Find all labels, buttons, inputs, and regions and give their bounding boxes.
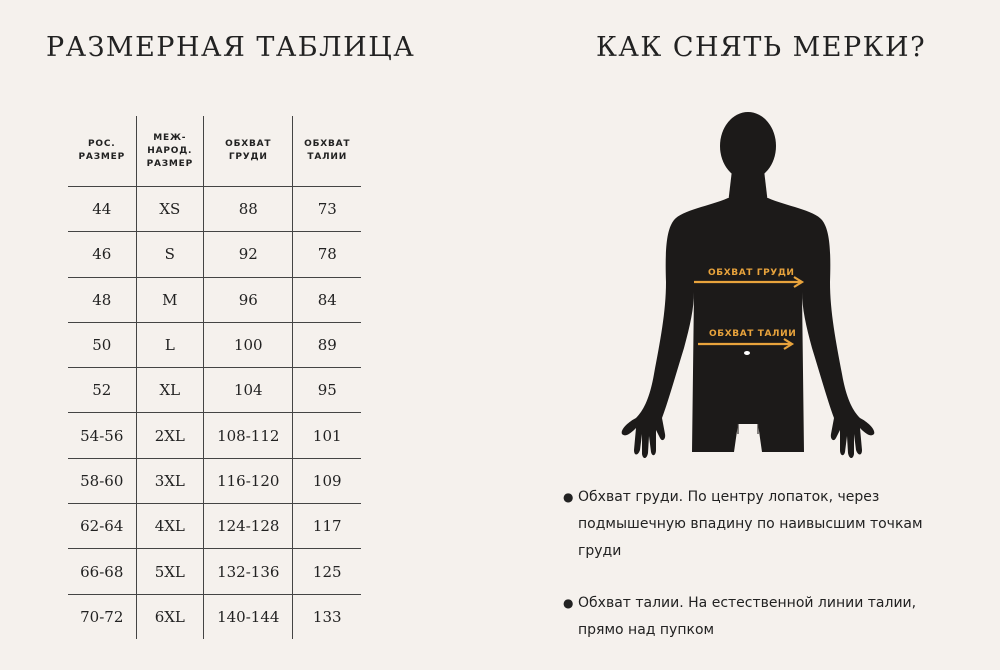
cell-ru-size: 50 [92,336,112,355]
header-chest [203,116,292,186]
header-chest-text: ОБХВАТ ГРУДИ [225,139,272,162]
header-waist [292,116,361,186]
silhouette-shape [622,112,875,458]
body-silhouette [610,112,890,467]
table-header [68,116,361,186]
shorts-line [738,424,758,434]
cell-intl-size: 3XL [136,459,204,503]
header-intl-size [136,116,204,186]
size-table-title: РАЗМЕРНАЯ ТАБЛИЦА [46,32,416,63]
table-row [68,594,361,639]
header-waist-text: ОБХВАТ ТАЛИИ [304,139,351,162]
cell-ru-size: 52 [92,381,112,400]
cell-chest: 132-136 [203,549,292,593]
cell-waist: 133 [292,595,361,639]
cell-waist: 101 [292,413,361,457]
measure-guide-title: КАК СНЯТЬ МЕРКИ? [596,32,927,63]
cell-waist: 89 [292,323,361,367]
cell-ru-size: 66-68 [80,562,124,581]
cell-intl-size: XL [136,368,204,412]
cell-intl-size: S [136,232,204,276]
table-row [68,548,361,593]
note-chest-text: Обхват груди. По центру лопаток, через подмышечную впадину по наивысшим точкам груди [578,489,923,559]
cell-waist: 95 [292,368,361,412]
cell-intl-size: XS [136,187,204,231]
cell-chest: 104 [203,368,292,412]
cell-intl-size: 4XL [136,504,204,548]
cell-chest: 100 [203,323,292,367]
cell-chest: 108-112 [203,413,292,457]
table-row [68,277,361,322]
cell-waist: 84 [292,278,361,322]
cell-ru-size: 58-60 [80,471,124,490]
torso-shape [622,198,875,458]
cell-chest: 124-128 [203,504,292,548]
cell-chest: 140-144 [203,595,292,639]
bullet-icon: ● [563,596,574,610]
cell-chest: 96 [203,278,292,322]
table-row [68,231,361,276]
cell-ru-size: 70-72 [80,607,124,626]
header-intl-size-text: МЕЖ- НАРОД. РАЗМЕР [146,132,194,169]
navel-mark [744,351,750,355]
table-row [68,322,361,367]
table-row [68,186,361,231]
cell-intl-size: M [136,278,204,322]
bullet-icon: ● [563,490,574,504]
cell-chest: 92 [203,232,292,276]
cell-ru-size: 48 [92,290,112,309]
table-body [68,186,361,639]
cell-waist: 109 [292,459,361,503]
note-waist [563,590,963,644]
cell-ru-size: 54-56 [80,426,124,445]
cell-ru-size: 62-64 [80,517,124,536]
size-table [68,116,361,639]
cell-ru-size: 46 [92,245,112,264]
cell-ru-size: 44 [92,200,112,219]
cell-waist: 117 [292,504,361,548]
header-ru-size [68,116,136,186]
cell-waist: 73 [292,187,361,231]
table-row [68,503,361,548]
note-waist-text: Обхват талии. На естественной линии талии, прямо над пупком [578,595,917,638]
measure-notes [563,484,963,644]
cell-waist: 78 [292,232,361,276]
table-row [68,367,361,412]
waist-label: ОБХВАТ ТАЛИИ [709,329,797,339]
note-chest [563,484,963,565]
cell-waist: 125 [292,549,361,593]
cell-intl-size: 5XL [136,549,204,593]
table-row [68,458,361,503]
cell-intl-size: 6XL [136,595,204,639]
cell-chest: 88 [203,187,292,231]
header-ru-size-text: РОС. РАЗМЕР [78,139,125,162]
table-row [68,412,361,457]
cell-chest: 116-120 [203,459,292,503]
head-shape [720,112,776,180]
chest-label: ОБХВАТ ГРУДИ [708,268,795,278]
cell-intl-size: 2XL [136,413,204,457]
cell-intl-size: L [136,323,204,367]
